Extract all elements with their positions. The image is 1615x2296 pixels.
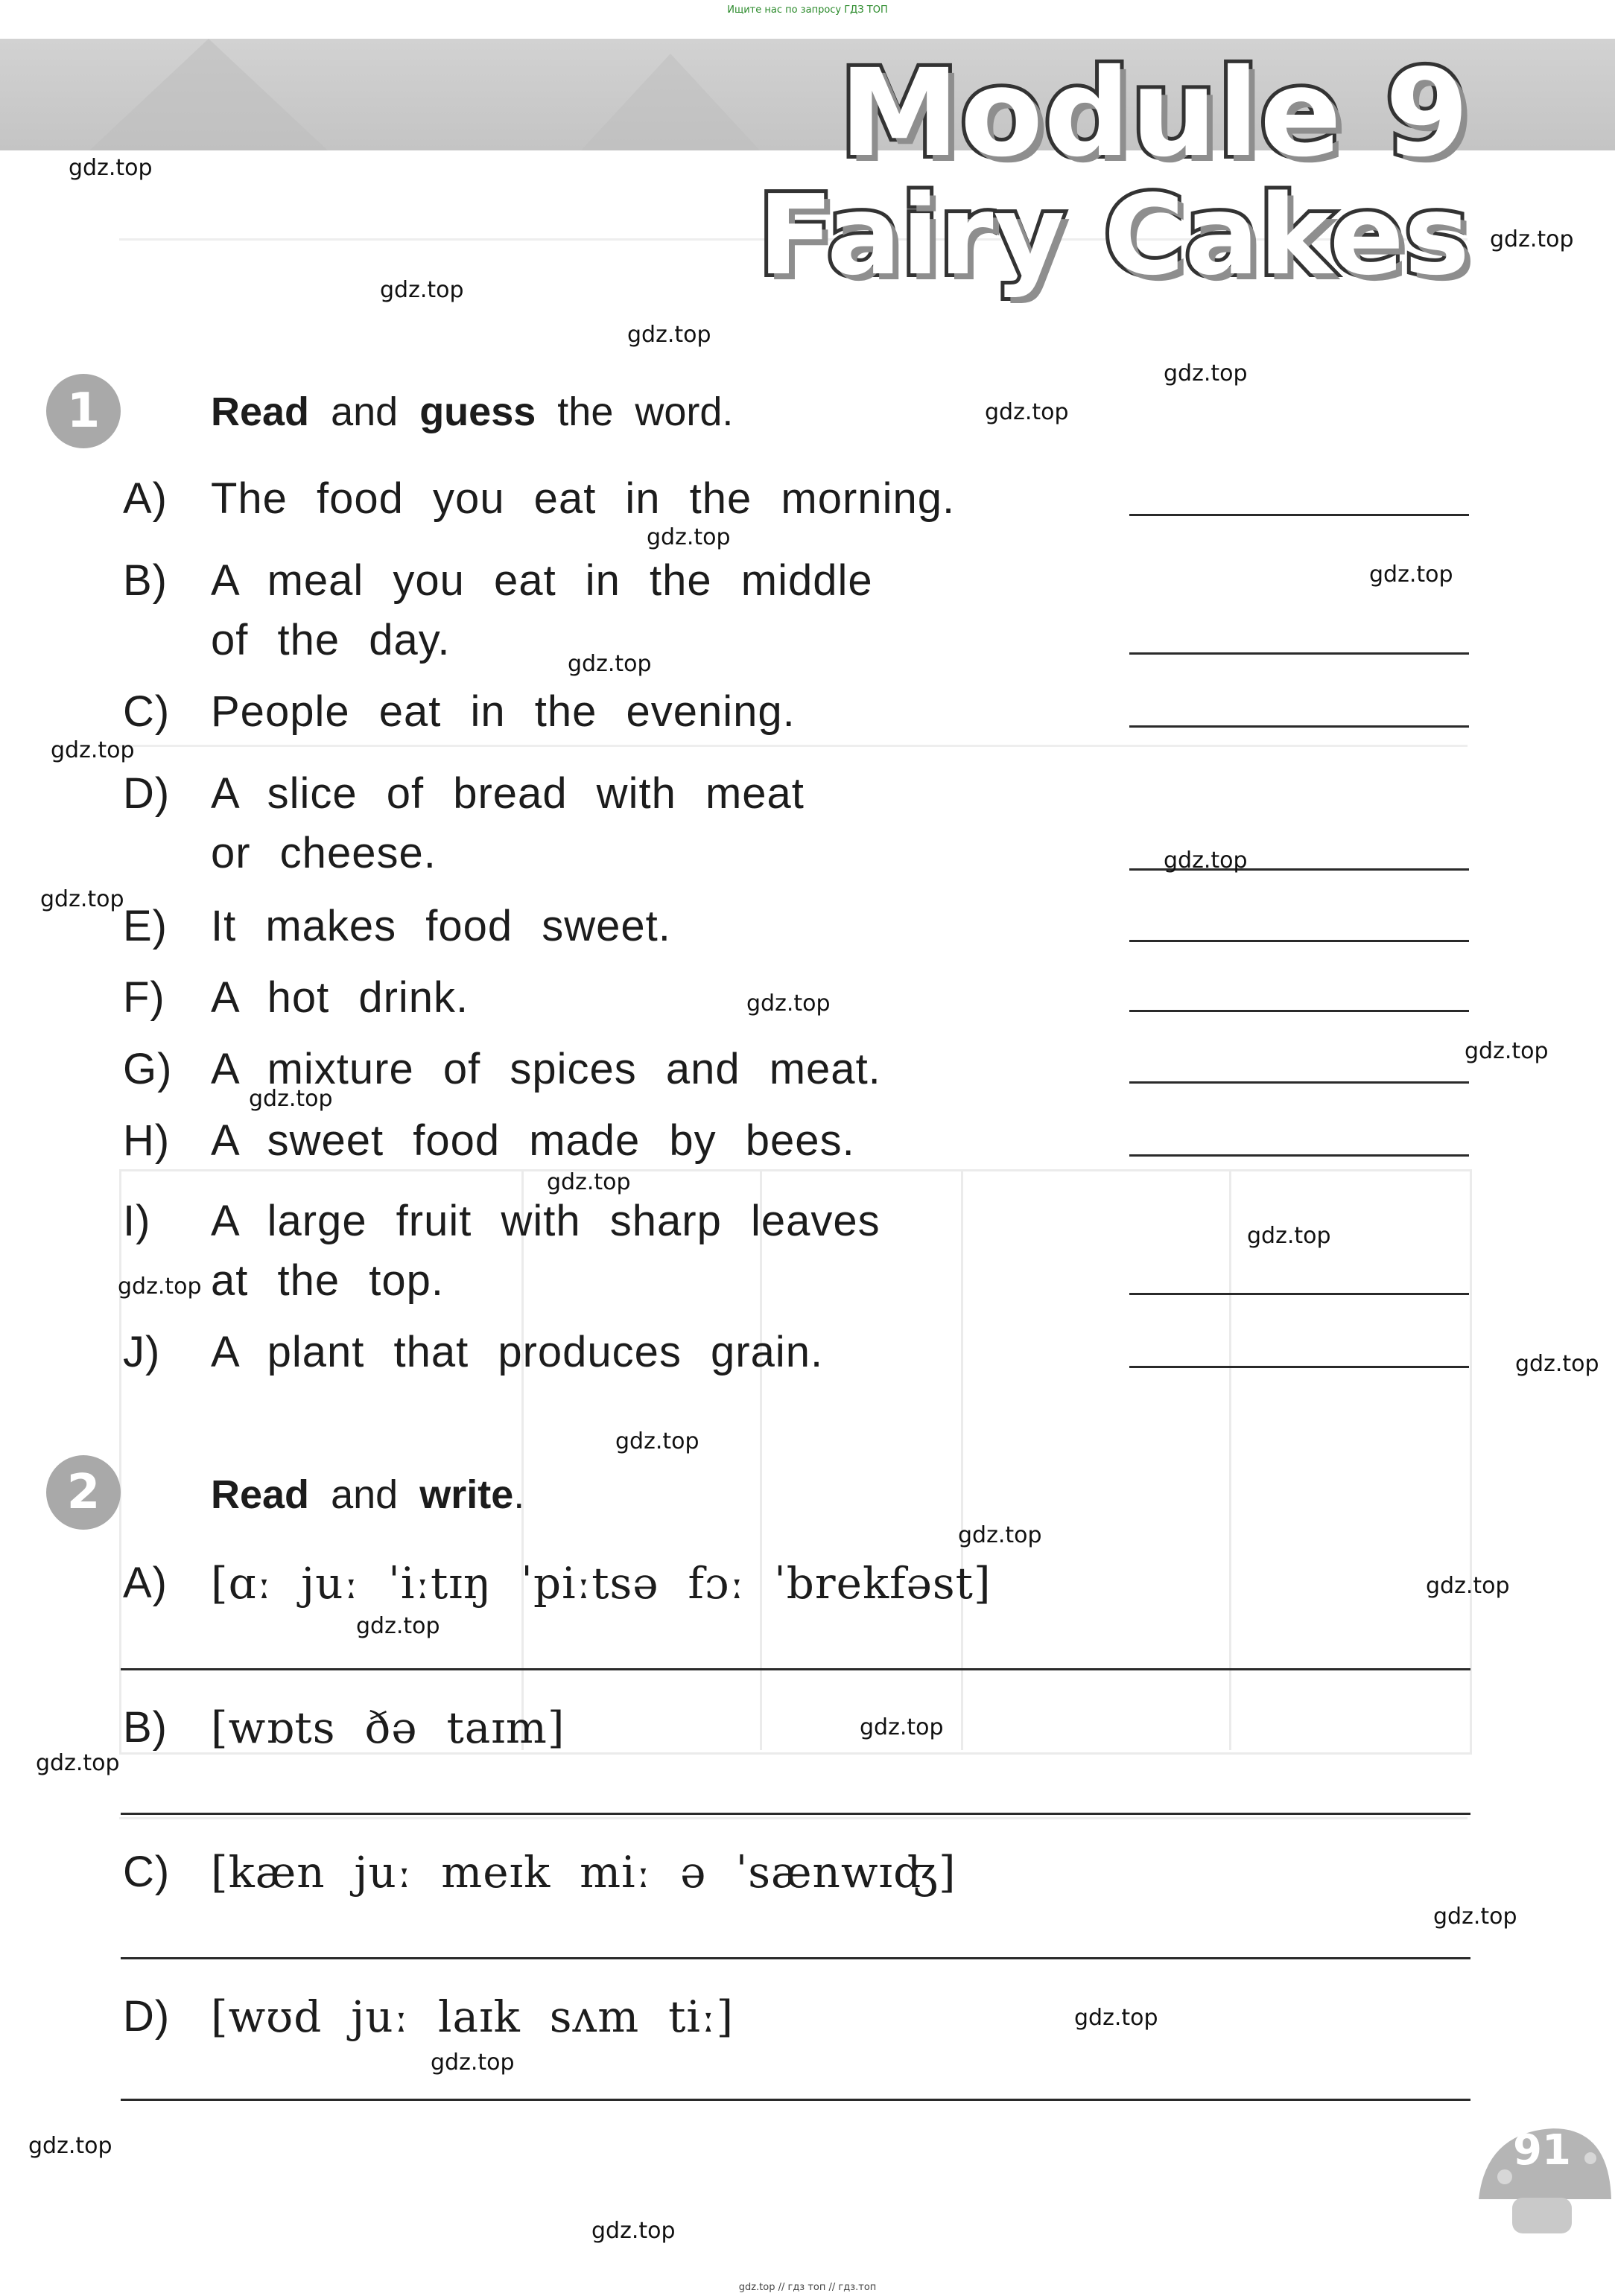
answer-line[interactable] — [1129, 1081, 1469, 1084]
question-item: C) People eat in the evening. — [123, 687, 796, 736]
phonetic-transcription: [wɒts ðə taɪm] — [211, 1702, 565, 1753]
answer-line[interactable] — [1129, 514, 1469, 516]
watermark: gdz.top — [69, 155, 153, 181]
watermark: gdz.top — [51, 737, 135, 763]
phonetic-item: A) — [123, 1559, 168, 1607]
question-item-continuation: of the day. — [211, 616, 451, 664]
question-item: D) A slice of bread with meat — [123, 769, 805, 818]
watermark: gdz.top — [1465, 1038, 1549, 1064]
question-item: H) A sweet food made by bees. — [123, 1116, 855, 1165]
module-title: Module 9 — [839, 44, 1470, 184]
watermark: gdz.top — [1426, 1573, 1510, 1599]
question-item: G) A mixture of spices and meat. — [123, 1045, 881, 1093]
watermark: gdz.top — [568, 651, 652, 677]
watermark: gdz.top — [1369, 562, 1453, 588]
watermark: gdz.top — [431, 2049, 515, 2076]
watermark: gdz.top — [40, 886, 124, 912]
phonetic-item: C) — [123, 1848, 171, 1896]
writing-line[interactable] — [121, 1813, 1470, 1815]
watermark: gdz.top — [615, 1428, 699, 1454]
phonetic-transcription: [kæn juː meɪk miː ə ˈsænwɪʤ] — [211, 1847, 956, 1898]
question-item: J) A plant that produces grain. — [123, 1328, 824, 1376]
phonetic-item: B) — [123, 1703, 168, 1752]
answer-line[interactable] — [1129, 940, 1469, 942]
watermark: gdz.top — [28, 2133, 112, 2159]
question-item: F) A hot drink. — [123, 973, 469, 1022]
watermark: gdz.top — [380, 277, 464, 303]
watermark: gdz.top — [746, 990, 831, 1017]
watermark: gdz.top — [356, 1613, 440, 1639]
question-item: E) It makes food sweet. — [123, 902, 671, 950]
writing-line[interactable] — [121, 1668, 1470, 1670]
watermark: gdz.top — [1074, 2005, 1158, 2031]
watermark: gdz.top — [1490, 226, 1574, 252]
watermark: gdz.top — [958, 1522, 1042, 1548]
writing-line[interactable] — [121, 2099, 1470, 2101]
answer-line[interactable] — [1129, 1293, 1469, 1295]
watermark: gdz.top — [1247, 1223, 1331, 1249]
page-number: 91 — [1513, 2126, 1571, 2175]
watermark: gdz.top — [118, 1273, 202, 1300]
question-item: A) The food you eat in the morning. — [123, 474, 956, 523]
answer-line[interactable] — [1129, 725, 1469, 728]
question-item-continuation: or cheese. — [211, 829, 437, 877]
exercise-number-badge: 2 — [46, 1455, 121, 1530]
watermark: gdz.top — [627, 322, 711, 348]
exercise-number-badge: 1 — [46, 374, 121, 448]
watermark: gdz.top — [1515, 1351, 1599, 1377]
question-item: B) A meal you eat in the middle — [123, 556, 873, 605]
watermark: gdz.top — [985, 399, 1069, 425]
question-item-continuation: at the top. — [211, 1256, 444, 1305]
answer-line[interactable] — [1129, 1154, 1469, 1157]
phonetic-transcription: [wʊd juː laɪk sʌm tiː] — [211, 1991, 734, 2042]
watermark: gdz.top — [1164, 848, 1248, 874]
answer-line[interactable] — [1129, 652, 1469, 655]
watermark: gdz.top — [647, 524, 731, 550]
question-item: I) A large fruit with sharp leaves — [123, 1197, 881, 1245]
answer-line[interactable] — [1129, 1010, 1469, 1012]
writing-line[interactable] — [121, 1957, 1470, 1959]
watermark: gdz.top — [1164, 360, 1248, 387]
watermark: gdz.top — [547, 1169, 631, 1195]
answer-line[interactable] — [1129, 1366, 1469, 1368]
footer-note: gdz.top // гдз топ // гдз.топ — [738, 2282, 877, 2293]
phonetic-item: D) — [123, 1992, 171, 2041]
watermark: gdz.top — [1433, 1904, 1517, 1930]
watermark: gdz.top — [249, 1086, 333, 1112]
watermark: gdz.top — [860, 1714, 944, 1740]
exercise2-instruction: Read and write. — [211, 1472, 525, 1517]
phonetic-transcription: [ɑː juː ˈiːtɪŋ ˈpiːtsə fɔː ˈbrekfəst] — [211, 1558, 991, 1609]
watermark: gdz.top — [36, 1750, 120, 1776]
top-note: Ищите нас по запросу ГДЗ ТОП — [727, 4, 888, 16]
module-subtitle: Fairy Cakes — [758, 171, 1470, 299]
watermark: gdz.top — [591, 2218, 676, 2244]
exercise1-instruction: Read and guess the word. — [211, 389, 734, 434]
